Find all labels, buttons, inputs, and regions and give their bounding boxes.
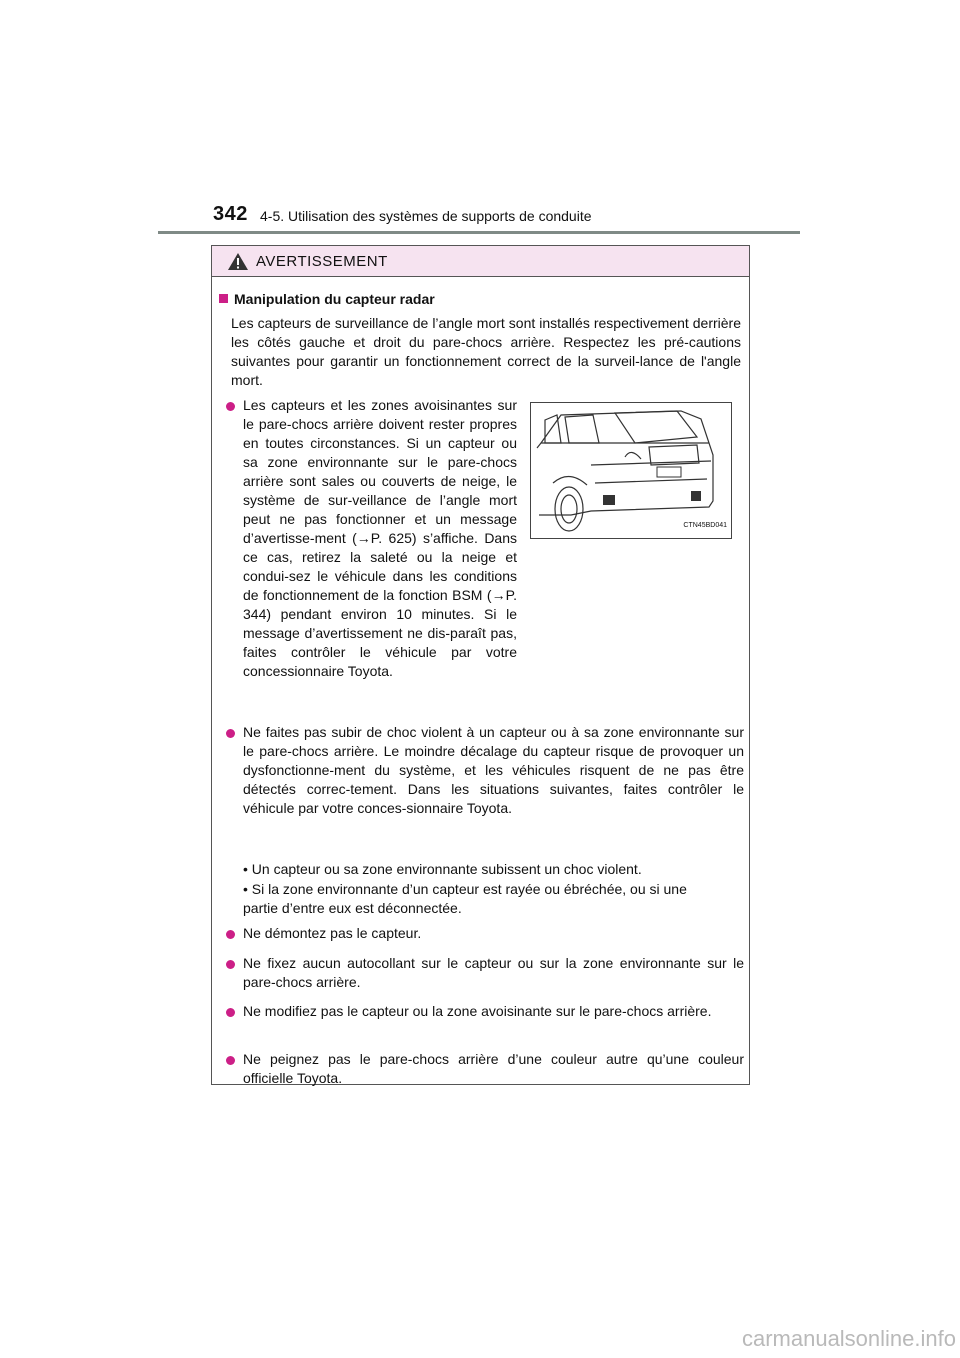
vehicle-rear-illustration xyxy=(530,402,732,539)
section-heading xyxy=(219,290,435,309)
bullet-no-disassemble: Ne démontez pas le capteur. xyxy=(243,925,422,941)
dash-item-shock: • Un capteur ou sa zone environnante subissent un choc violent. xyxy=(243,861,642,877)
bullet-no-modify: Ne modifiez pas le capteur ou la zone avoisinante sur le pare-chocs arrière. xyxy=(243,1003,712,1019)
heading-text: Manipulation du capteur radar xyxy=(234,291,435,307)
bullet-dot-icon xyxy=(226,1056,235,1065)
bullet-no-paint: Ne peignez pas le pare-chocs arrière d’une couleur autre qu’une couleur officielle Toyota. xyxy=(243,1051,744,1086)
bullet-dot-icon xyxy=(226,930,235,939)
figure-code: CTN45BD041 xyxy=(683,522,727,529)
watermark: carmanualsonline.info xyxy=(741,1326,956,1351)
header-rule xyxy=(158,231,800,234)
warning-box xyxy=(211,245,750,1085)
warning-title: AVERTISSEMENT xyxy=(256,253,388,270)
bullet-clean-sensors: Les capteurs et les zones avoisinantes sur le pare-chocs arrière doivent rester propres en toutes circonstances. Si un capteur ou sa zone environnante sur le pare-chocs arrière sont sales ou couverts de neige, le système de sur-veillance de l’angle mort peut ne pas fonctionner et un message d’avertisse-ment (→P. 625) s’affiche. Dans ce cas, retirez la saleté ou la neige et condui-sez le véhicule dans les conditions de fonctionnement de la fonction BSM (→P. 344) pendant environ 10 minutes. Si le message d’avertissement ne dis-paraît pas, faites contrôler le véhicule par votre concessionnaire Toyota. xyxy=(243,397,517,679)
square-bullet-icon xyxy=(219,294,228,303)
section-title: 4-5. Utilisation des systèmes de supports de conduite xyxy=(260,208,592,224)
bullet-dot-icon xyxy=(226,729,235,738)
bullet-dot-icon xyxy=(226,402,235,411)
intro-paragraph: Les capteurs de surveillance de l’angle mort sont installés respectivement derrière les côtés gauche et droit du pare-chocs arrière. Respectez les pré-cautions suivantes pour garantir un fonctionnement correct de la surveil-lance de l'angle mort. xyxy=(231,315,741,388)
bullet-dot-icon xyxy=(226,960,235,969)
bullet-no-sticker: Ne fixez aucun autocollant sur le capteur ou sur la zone environnante sur le pare-chocs arrière. xyxy=(243,955,744,990)
warning-header xyxy=(212,246,749,277)
page-number: 342 xyxy=(213,203,248,225)
bullet-dot-icon xyxy=(226,1008,235,1017)
dash-item-scratched: • Si la zone environnante d’un capteur est rayée ou ébréchée, ou si une partie d’entre eux est déconnectée. xyxy=(243,881,687,916)
bullet-no-shock: Ne faites pas subir de choc violent à un capteur ou à sa zone environnante sur le pare-chocs arrière. Le moindre décalage du capteur risque de provoquer un dysfonctionne-ment du système, et les véhicules risquent de ne pas être détectés correc-tement. Dans les situations suivantes, faites contrôler le véhicule par votre conces-sionnaire Toyota. xyxy=(243,724,744,816)
warning-triangle-icon xyxy=(228,253,248,270)
